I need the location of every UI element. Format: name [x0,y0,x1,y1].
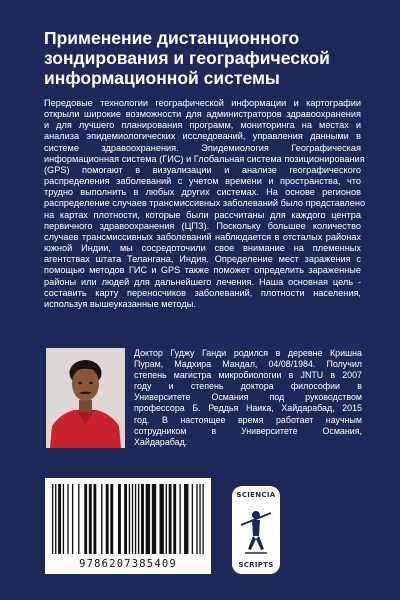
barcode-bar [196,484,197,554]
abstract-line: помощью методов ГИС и GPS также поможет определить зараженные [44,265,361,276]
barcode-bar [169,484,172,554]
abstract-line: трудно выполнить в любых других системах. На основе регионов [44,187,361,198]
barcode-bar [63,484,64,554]
barcode-bar [184,484,188,554]
publisher-logo [232,486,280,574]
bio-line: Хайдарабад. [134,436,188,447]
barcode-bar [67,484,68,554]
barcode-bar [141,484,144,554]
barcode-bar [58,484,61,554]
barcode-bar [179,484,180,554]
barcode-bar [199,484,200,554]
author-bio [134,348,362,448]
bio-line: Университете Османия под руководством [134,392,362,403]
barcode-bar [78,484,79,554]
barcode-bar [89,484,92,554]
barcode-bar [138,484,139,554]
barcode-bar [93,484,96,554]
abstract-line: первичного здравоохранения (ЦПЗ). Поскольку большее количество [44,220,361,231]
abstract-line: используя вышеуказанные методы. [44,298,196,309]
barcode-bar [135,484,136,554]
bio-line: Доктор Гуджу Ганди родился в деревне Кришна [134,348,362,358]
bio-line: сотрудником в Университете Османия, [134,425,362,436]
bio-line: Пурам, Мадхира Мандал, 04/08/1984. Получил [134,359,362,370]
title-line: зондирования и географической [44,48,330,68]
abstract-line: системе здравоохранения. Эпидемиология Географическая [44,142,361,153]
title-line: информационной системы [44,68,280,88]
bio-line: профессора Б. Реддья Наика, Хайдарабад, 2015 [134,403,362,414]
abstract-line: распределение случаев трансмиссивных заболеваний было представлено [44,198,366,209]
abstract-line: агентствах штата Телангана, Индия. Определение мест заражения с [44,254,361,265]
bio-line: степень магистра микробиологии в JNTU в 2007 [134,370,362,381]
abstract-line: южной Индии, мы сосредоточили свое внимание на племенных [44,243,361,254]
barcode-bar [173,484,176,554]
barcode-bar [146,484,150,554]
abstract-line: информационная система (ГИС) и Глобальная система позиционирования [44,153,365,164]
abstract-line: составить карту переносчиков заболеваний, плотности населения, [44,287,361,298]
barcode-bar [166,484,167,554]
abstract-line: распределения заболеваний с учетом времени и пространства, что [44,176,361,187]
barcode-bar [52,484,53,554]
scientist-figure-icon [239,503,273,559]
abstract-line: (GPS) помогают в визуализации и анализе географического [44,164,361,175]
barcode-bar [72,484,73,554]
publisher-name-top: SCIENCIA [236,491,276,499]
barcode-bar [110,484,113,554]
barcode-bar [159,484,163,554]
author-photo [46,348,125,448]
barcode-bar [202,484,203,554]
abstract-line: открыли широкие возможности для администраторов здравоохранения [44,109,361,120]
isbn-number: 9786207385409 [79,558,177,570]
abstract-line: и для лучшего планирования программ, мониторинга на местах и [44,120,361,131]
barcode-bar [101,484,102,554]
book-abstract [44,98,366,310]
barcode-bar [129,484,130,554]
barcode-bar [152,484,156,554]
barcode-bar [132,484,133,554]
barcode-bar [106,484,109,554]
abstract-line: на картах плотности, которые были рассчитаны для каждого центра [44,209,361,220]
barcode-icon [52,484,204,556]
barcode-bar [84,484,87,554]
barcode-bar [55,484,56,554]
bio-line: году и степень доктора философии в [134,381,362,392]
abstract-line: районы или людей для дальнейшего лечения. Наша основная цель - [44,276,361,287]
bio-line: год. В настоящее время работает научным [134,414,362,425]
title-line: Применение дистанционного [44,28,300,48]
publisher-name-bottom: SCRIPTS [238,561,274,569]
abstract-line: Передовые технологии географической информации и картографии [44,98,361,108]
barcode-bar [124,484,127,554]
barcode-bar [118,484,121,554]
abstract-line: анализа эпидемиологических исследований, управления данными в [44,131,361,142]
author-portrait-icon [46,348,125,448]
abstract-line: случаев трансмиссивных заболеваний наблюдается в отсталых районах [44,231,361,242]
barcode-bar [192,484,193,554]
book-title [44,28,384,88]
isbn-barcode [45,478,211,574]
